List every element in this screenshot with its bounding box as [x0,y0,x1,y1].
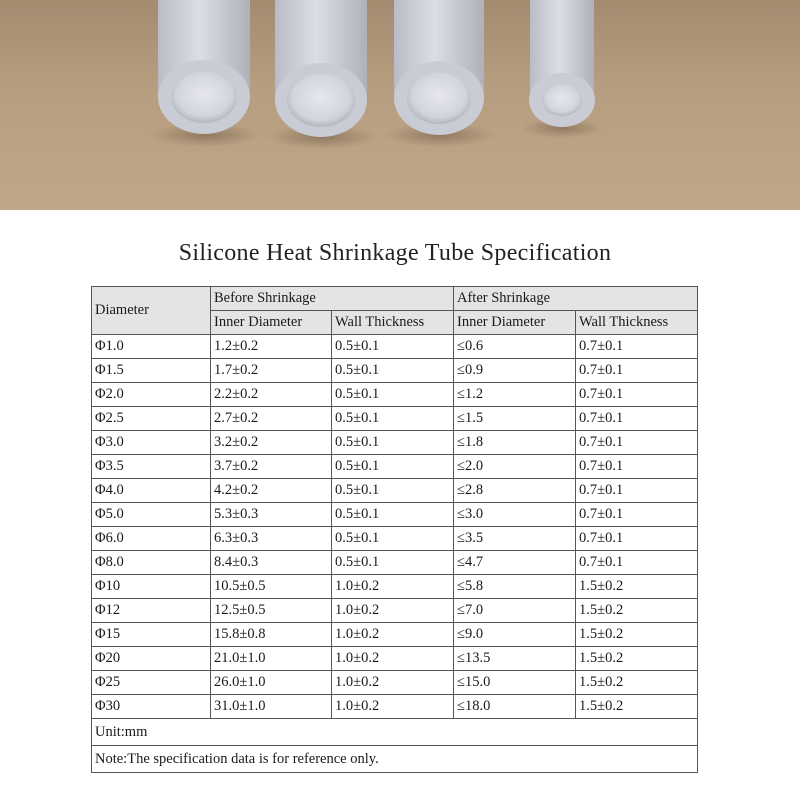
product-photo [0,0,800,210]
table-row [92,479,698,503]
after-inner-diameter-cell: ≤9.0 [454,623,576,647]
after-inner-diameter-header: Inner Diameter [454,311,576,335]
before-inner-diameter-header: Inner Diameter [211,311,332,335]
after-inner-diameter-cell: ≤7.0 [454,599,576,623]
before-inner-diameter-cell: 5.3±0.3 [211,503,332,527]
table-row [92,431,698,455]
before-wall-thickness-cell: 0.5±0.1 [332,527,454,551]
before-wall-thickness-cell: 1.0±0.2 [332,671,454,695]
before-wall-thickness-cell: 1.0±0.2 [332,647,454,671]
table-row [92,335,698,359]
after-inner-diameter-cell: ≤3.0 [454,503,576,527]
before-inner-diameter-cell: 4.2±0.2 [211,479,332,503]
after-wall-thickness-cell: 1.5±0.2 [576,671,698,695]
before-wall-thickness-cell: 1.0±0.2 [332,695,454,719]
diameter-cell: Φ3.0 [92,431,211,455]
table-row [92,599,698,623]
after-wall-thickness-cell: 0.7±0.1 [576,479,698,503]
before-inner-diameter-cell: 21.0±1.0 [211,647,332,671]
tube-1 [158,0,250,134]
table-row [92,359,698,383]
after-wall-thickness-cell: 0.7±0.1 [576,335,698,359]
before-wall-thickness-cell: 1.0±0.2 [332,599,454,623]
diameter-cell: Φ2.5 [92,407,211,431]
before-wall-thickness-cell: 0.5±0.1 [332,359,454,383]
diameter-cell: Φ20 [92,647,211,671]
after-inner-diameter-cell: ≤2.8 [454,479,576,503]
diameter-cell: Φ30 [92,695,211,719]
after-wall-thickness-cell: 0.7±0.1 [576,527,698,551]
tube-4 [529,0,595,127]
after-inner-diameter-cell: ≤5.8 [454,575,576,599]
unit-row [92,719,698,746]
before-inner-diameter-cell: 2.2±0.2 [211,383,332,407]
table-row [92,527,698,551]
table-row [92,551,698,575]
after-wall-thickness-cell: 0.7±0.1 [576,551,698,575]
after-wall-thickness-cell: 1.5±0.2 [576,623,698,647]
diameter-cell: Φ6.0 [92,527,211,551]
after-wall-thickness-cell: 0.7±0.1 [576,503,698,527]
after-wall-thickness-cell: 1.5±0.2 [576,647,698,671]
silicone-tubes-illustration [0,0,800,210]
before-wall-thickness-cell: 0.5±0.1 [332,551,454,575]
before-inner-diameter-cell: 6.3±0.3 [211,527,332,551]
page-title: Silicone Heat Shrinkage Tube Specification [178,240,612,266]
diameter-cell: Φ12 [92,599,211,623]
after-wall-thickness-cell: 0.7±0.1 [576,455,698,479]
table-row [92,623,698,647]
diameter-cell: Φ2.0 [92,383,211,407]
reference-note: Note:The specification data is for reference only. [92,746,698,773]
before-inner-diameter-cell: 12.5±0.5 [211,599,332,623]
before-inner-diameter-cell: 1.7±0.2 [211,359,332,383]
after-wall-thickness-cell: 0.7±0.1 [576,431,698,455]
before-inner-diameter-cell: 31.0±1.0 [211,695,332,719]
after-wall-thickness-cell: 0.7±0.1 [576,383,698,407]
diameter-cell: Φ10 [92,575,211,599]
after-shrinkage-header: After Shrinkage [454,287,698,311]
tube-3 [394,0,484,135]
before-inner-diameter-cell: 15.8±0.8 [211,623,332,647]
table-row [92,575,698,599]
after-wall-thickness-cell: 1.5±0.2 [576,599,698,623]
before-wall-thickness-cell: 1.0±0.2 [332,623,454,647]
before-wall-thickness-cell: 0.5±0.1 [332,431,454,455]
before-wall-thickness-cell: 0.5±0.1 [332,335,454,359]
diameter-cell: Φ15 [92,623,211,647]
diameter-cell: Φ3.5 [92,455,211,479]
table-header-row [92,287,698,311]
table-row [92,455,698,479]
before-wall-thickness-cell: 1.0±0.2 [332,575,454,599]
after-inner-diameter-cell: ≤1.5 [454,407,576,431]
before-wall-thickness-cell: 0.5±0.1 [332,503,454,527]
after-inner-diameter-cell: ≤3.5 [454,527,576,551]
after-wall-thickness-cell: 0.7±0.1 [576,407,698,431]
before-wall-thickness-cell: 0.5±0.1 [332,383,454,407]
before-inner-diameter-cell: 10.5±0.5 [211,575,332,599]
after-wall-thickness-cell: 1.5±0.2 [576,575,698,599]
tube-2 [275,0,367,137]
unit-note: Unit:mm [92,719,698,746]
after-wall-thickness-header: Wall Thickness [576,311,698,335]
table-row [92,503,698,527]
before-inner-diameter-cell: 1.2±0.2 [211,335,332,359]
after-inner-diameter-cell: ≤4.7 [454,551,576,575]
diameter-cell: Φ8.0 [92,551,211,575]
after-wall-thickness-cell: 0.7±0.1 [576,359,698,383]
specification-table [91,286,698,773]
before-inner-diameter-cell: 2.7±0.2 [211,407,332,431]
diameter-cell: Φ25 [92,671,211,695]
table-row [92,647,698,671]
after-inner-diameter-cell: ≤18.0 [454,695,576,719]
table-row [92,671,698,695]
after-inner-diameter-cell: ≤0.9 [454,359,576,383]
before-inner-diameter-cell: 3.7±0.2 [211,455,332,479]
diameter-cell: Φ1.0 [92,335,211,359]
before-wall-thickness-cell: 0.5±0.1 [332,407,454,431]
note-row [92,746,698,773]
before-wall-thickness-cell: 0.5±0.1 [332,479,454,503]
before-wall-thickness-header: Wall Thickness [332,311,454,335]
diameter-cell: Φ4.0 [92,479,211,503]
before-inner-diameter-cell: 8.4±0.3 [211,551,332,575]
table-row [92,407,698,431]
after-inner-diameter-cell: ≤15.0 [454,671,576,695]
after-wall-thickness-cell: 1.5±0.2 [576,695,698,719]
table-row [92,383,698,407]
table-row [92,695,698,719]
before-inner-diameter-cell: 26.0±1.0 [211,671,332,695]
after-inner-diameter-cell: ≤2.0 [454,455,576,479]
before-wall-thickness-cell: 0.5±0.1 [332,455,454,479]
before-inner-diameter-cell: 3.2±0.2 [211,431,332,455]
after-inner-diameter-cell: ≤1.8 [454,431,576,455]
diameter-cell: Φ5.0 [92,503,211,527]
after-inner-diameter-cell: ≤1.2 [454,383,576,407]
diameter-header: Diameter [92,287,211,335]
diameter-cell: Φ1.5 [92,359,211,383]
before-shrinkage-header: Before Shrinkage [211,287,454,311]
after-inner-diameter-cell: ≤0.6 [454,335,576,359]
after-inner-diameter-cell: ≤13.5 [454,647,576,671]
